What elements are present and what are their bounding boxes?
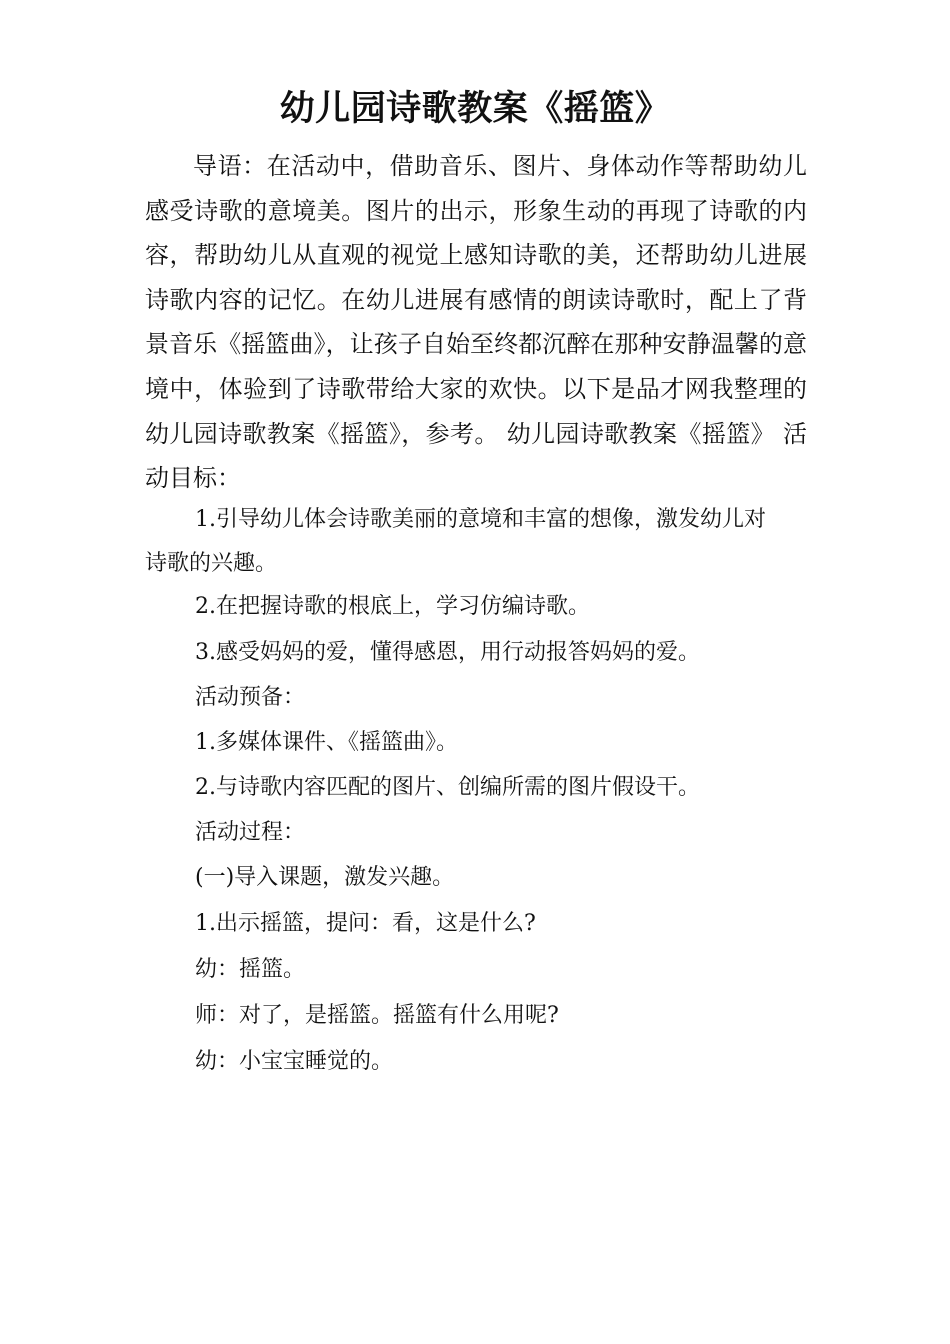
process-heading: 活动过程：	[195, 820, 306, 845]
process-step-1: (一)导入课题，激发兴趣。	[195, 865, 455, 890]
goal-item-3: 3.感受妈妈的爱，懂得感恩，用行动报答妈妈的爱。	[195, 640, 700, 665]
dialog-line-2: 师：对了，是摇篮。摇篮有什么用呢?	[195, 1003, 559, 1028]
dialog-line-1: 幼：摇篮。	[195, 957, 306, 982]
prep-heading: 活动预备：	[195, 685, 306, 710]
intro-paragraph: 导语：在活动中，借助音乐、图片、身体动作等帮助幼儿感受诗歌的意境美。图片的出示，形象生动的再现了诗歌的内容，帮助幼儿从直观的视觉上感知诗歌的美，还帮助幼儿进展诗歌内容的记忆。在幼儿进展有感情的朗读诗歌时，配上了背景音乐《摇篮曲》，让孩子自始至终都沉醉在那种安静温馨的意境中，体验到了诗歌带给大家的欢快。以下是品才网我整理的幼儿园诗歌教案《摇篮》，参考。 幼儿园诗歌教案《摇篮》 活动目标：	[145, 152, 807, 493]
process-step-1-1: 1.出示摇篮，提问：看，这是什么?	[195, 911, 536, 936]
dialog-line-3: 幼：小宝宝睡觉的。	[195, 1049, 394, 1074]
goal-item-1: 1.引导幼儿体会诗歌美丽的意境和丰富的想像，激发幼儿对诗歌的兴趣。	[145, 507, 766, 576]
prep-item-1: 1.多媒体课件、《摇篮曲》。	[195, 730, 458, 755]
goal-item-2: 2.在把握诗歌的根底上，学习仿编诗歌。	[195, 594, 590, 619]
prep-item-2: 2.与诗歌内容匹配的图片、创编所需的图片假设干。	[195, 775, 700, 800]
document-title: 幼儿园诗歌教案《摇篮》	[279, 89, 671, 129]
